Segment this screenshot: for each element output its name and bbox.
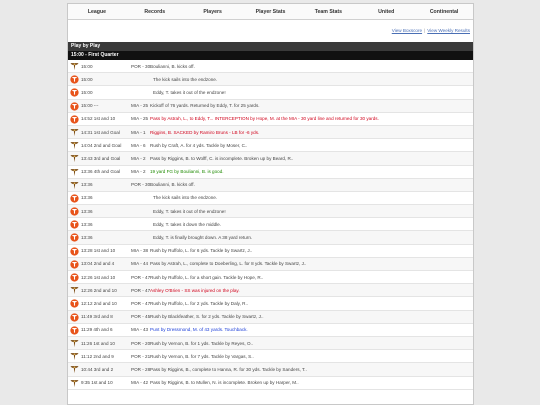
play-row: [68, 192, 473, 205]
page-frame: [67, 3, 474, 405]
play-description: Punt by Dressmond, M. of 43 yards. Touchback.: [150, 327, 248, 333]
play-description: Eddy, T. takes it out of the endzone!: [153, 208, 226, 214]
play-row: [68, 100, 473, 113]
play-row: [68, 179, 473, 192]
play-row: [68, 73, 473, 86]
play-time-down: 11:49 3rd and 8: [81, 314, 113, 320]
play-row: [68, 284, 473, 297]
play-time-down: 13:36: [81, 235, 93, 241]
team-por-icon: [70, 141, 79, 150]
play-description: The kick sails into the endzone.: [153, 195, 218, 201]
team-por-icon: [70, 365, 79, 374]
play-spot: MIA - 2: [131, 155, 146, 161]
play-list: [68, 60, 473, 390]
play-row: [68, 271, 473, 284]
play-description: Rush by Blackfeather, S. for 2 yds. Tackle by Swartz, J..: [150, 314, 264, 320]
play-row: [68, 152, 473, 165]
play-row: [68, 363, 473, 376]
play-row: [68, 377, 473, 390]
team-por-icon: [70, 339, 79, 348]
play-spot: POR - 47: [131, 300, 151, 306]
play-description: Ashley O'Brien - SS was injured on the play.: [150, 287, 240, 293]
play-spot: MIA - 2: [131, 169, 146, 175]
play-spot: MIA - 25: [131, 103, 149, 109]
play-spot: POR - 30: [131, 63, 151, 69]
team-mia-icon: [70, 88, 79, 97]
play-row: [68, 324, 473, 337]
play-row: [68, 60, 473, 73]
nav-continental[interactable]: Continental: [429, 8, 459, 15]
team-mia-icon: [70, 260, 79, 269]
nav-player-stats[interactable]: Player Stats: [255, 8, 286, 15]
play-spot: POR - 45: [131, 314, 151, 320]
team-por-icon: [70, 352, 79, 361]
team-mia-icon: [70, 326, 79, 335]
play-spot: POR - 28: [131, 366, 151, 372]
team-mia-icon: [70, 220, 79, 229]
play-row: [68, 166, 473, 179]
play-description: Rush by Vernon, B. for 1 yds. Tackle by Reyes, O..: [150, 340, 254, 346]
team-mia-icon: [70, 273, 79, 282]
play-description: Eddy, T. takes it down the middle.: [153, 221, 222, 227]
play-time-down: 12:12 2nd and 10: [81, 300, 117, 306]
play-description: Rush by Ruffolo, L. for 2 yds. Tackle by Daly, R..: [150, 300, 249, 306]
play-spot: MIA - 42: [131, 380, 149, 386]
play-row: [68, 126, 473, 139]
view-weekly-results-link[interactable]: View Weekly Results: [427, 28, 470, 33]
play-spot: POR - 20: [131, 340, 151, 346]
team-mia-icon: [70, 299, 79, 308]
team-por-icon: [70, 62, 79, 71]
team-mia-icon: [70, 102, 79, 111]
play-time-down: 11:29 4th and 6: [81, 327, 113, 333]
play-row: [68, 297, 473, 310]
play-time-down: 12:26 1st and 10: [81, 274, 116, 280]
quarter-header: 15:00 - First Quarter: [68, 51, 473, 60]
play-row: [68, 86, 473, 99]
play-row: [68, 311, 473, 324]
team-mia-icon: [70, 115, 79, 124]
play-time-down: 14:04 2nd and Goal: [81, 142, 122, 148]
result-links: [68, 20, 473, 40]
play-description: Riggins, B. SACKED by Ramiro Bruns - LB for -6 yds.: [150, 129, 260, 135]
play-description: Boulianni, B. kicks off.: [150, 182, 195, 188]
play-row: [68, 205, 473, 218]
play-description: Pass by Riggins, B., complete to Hanna, R. for 30 yds. Tackle by Sanders, T..: [150, 366, 307, 372]
play-description: Pass by Riggins, B. to Wolff, C. is incomplete. Broken up by Beard, R..: [150, 155, 294, 161]
play-row: [68, 218, 473, 231]
nav-league[interactable]: League: [87, 8, 107, 15]
nav-team-stats[interactable]: Team Stats: [314, 8, 343, 15]
play-description: Pass by Riggins, B. to Mullen, N. is incomplete. Broken up by Harper, M..: [150, 380, 299, 386]
play-description: Eddy, T. takes it out of the endzone!: [153, 89, 226, 95]
play-spot: POR - 21: [131, 353, 151, 359]
play-time-down: 15:00: [81, 76, 93, 82]
play-time-down: 13:28 1st and 10: [81, 248, 116, 254]
view-boxscore-link[interactable]: View Boxscore: [391, 28, 423, 33]
nav-records[interactable]: Records: [144, 8, 166, 15]
play-spot: POR - 47: [131, 287, 151, 293]
play-time-down: 13:36: [81, 182, 93, 188]
play-spot: MIA - 6: [131, 142, 146, 148]
play-row: [68, 113, 473, 126]
team-mia-icon: [70, 75, 79, 84]
play-description: 19 yard FG by Boulianni, B. is good.: [150, 169, 224, 175]
team-por-icon: [70, 181, 79, 190]
play-description: Pass by Astrah, L., complete to Doeberling, L. for 8 yds. Tackle by Swartz, J..: [150, 261, 307, 267]
team-mia-icon: [70, 313, 79, 322]
top-nav: [68, 4, 473, 20]
play-spot: MIA - 43: [131, 327, 149, 333]
play-time-down: 15:00: [81, 89, 93, 95]
play-time-down: 13:36 4th and Goal: [81, 169, 121, 175]
play-row: [68, 258, 473, 271]
play-description: Rush by Vernon, B. for 7 yds. Tackle by Vargas, S..: [150, 353, 254, 359]
team-mia-icon: [70, 247, 79, 256]
play-time-down: 9:35 1st and 10: [81, 380, 113, 386]
play-time-down: 12:26 2nd and 10: [81, 287, 117, 293]
play-description: The kick sails into the endzone.: [153, 76, 218, 82]
team-mia-icon: [70, 207, 79, 216]
play-description: Rush by Ruffolo, L. for a short gain. Tackle by Hope, R..: [150, 274, 264, 280]
play-spot: MIA - 25: [131, 116, 149, 122]
nav-players[interactable]: Players: [203, 8, 222, 15]
team-por-icon: [70, 168, 79, 177]
play-time-down: 13:36: [81, 195, 93, 201]
play-time-down: 10:44 3rd and 2: [81, 366, 114, 372]
play-spot: MIA - 38: [131, 248, 149, 254]
play-spot: MIA - 1: [131, 129, 146, 135]
play-description: Kickoff of 76 yards. Returned by Eddy, T. for 25 yards.: [150, 103, 260, 109]
team-mia-icon: [70, 194, 79, 203]
play-description: Eddy, T. is finally brought down. A 38 yard return.: [153, 235, 253, 241]
team-por-icon: [70, 154, 79, 163]
play-spot: MIA - 44: [131, 261, 149, 267]
play-row: [68, 231, 473, 244]
play-row: [68, 337, 473, 350]
play-row: [68, 245, 473, 258]
play-time-down: 15:00: [81, 63, 93, 69]
play-description: Rush by Ruffolo, L. for 6 yds. Tackle by Swartz, J..: [150, 248, 253, 254]
play-time-down: 13:36: [81, 221, 93, 227]
team-mia-icon: [70, 233, 79, 242]
nav-united[interactable]: United: [378, 8, 395, 15]
play-time-down: 13:36: [81, 208, 93, 214]
play-time-down: 15:00 ---: [81, 103, 99, 109]
play-spot: POR - 47: [131, 274, 151, 280]
play-by-play-header: Play by Play: [68, 42, 473, 51]
play-row: [68, 350, 473, 363]
play-time-down: 11:26 1st and 10: [81, 340, 115, 346]
team-por-icon: [70, 286, 79, 295]
play-description: Pass by Astrah, L., to Eddy, T... INTERCEPTION by Hope, M. at the MIA - 30 yard line and returned for 30 yards.: [150, 116, 379, 122]
team-por-icon: [70, 128, 79, 137]
play-row: [68, 139, 473, 152]
play-description: Rush by Craft, A. for 4 yds. Tackle by Moser, C..: [150, 142, 248, 148]
play-time-down: 13:43 3rd and Goal: [81, 155, 121, 161]
play-time-down: 11:12 2nd and 9: [81, 353, 114, 359]
play-spot: POR - 30: [131, 182, 151, 188]
play-time-down: 14:52 1st and 10: [81, 116, 116, 122]
play-time-down: 14:31 1st and Goal: [81, 129, 120, 135]
team-por-icon: [70, 379, 79, 388]
play-time-down: 13:04 2nd and 4: [81, 261, 115, 267]
link-separator: |: [424, 28, 426, 33]
play-description: Boulianni, B. kicks off.: [150, 63, 195, 69]
